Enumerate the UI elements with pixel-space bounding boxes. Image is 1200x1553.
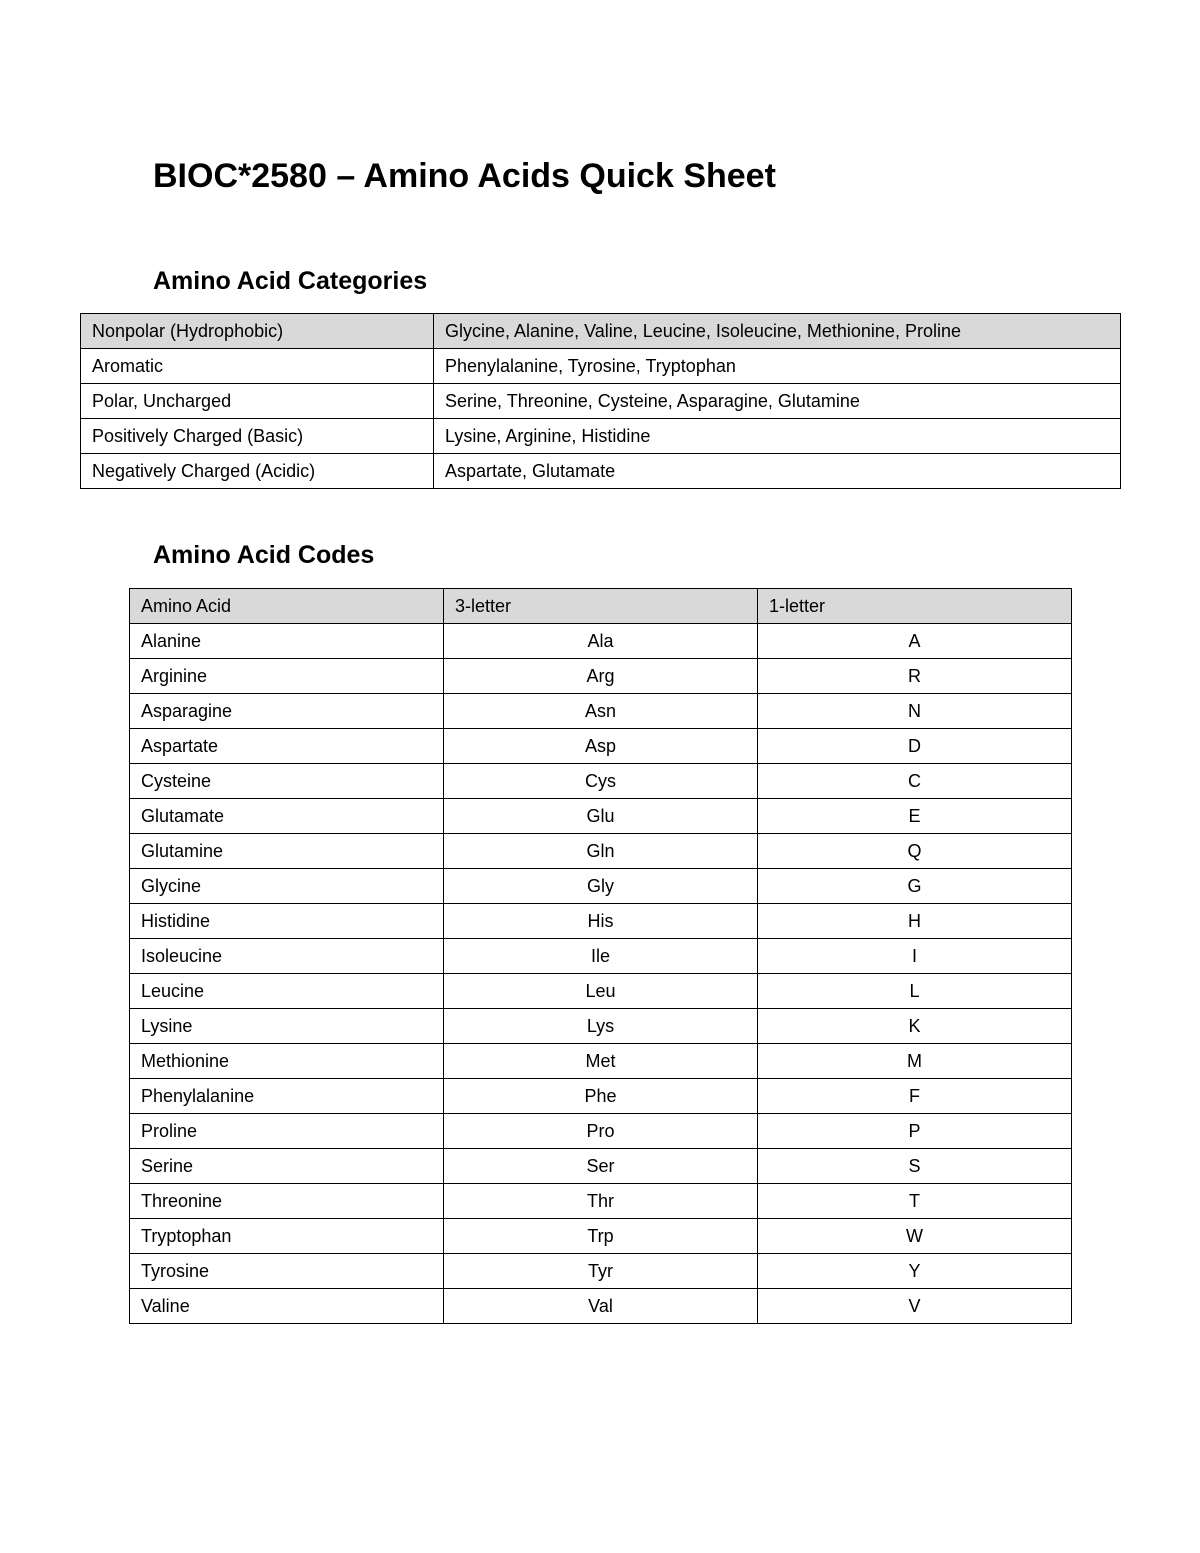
category-name-cell: Polar, Uncharged (81, 384, 434, 419)
category-name-cell: Negatively Charged (Acidic) (81, 454, 434, 489)
categories-row (81, 314, 1121, 349)
one-letter-code-cell: N (758, 694, 1072, 729)
codes-row (130, 1079, 1072, 1114)
category-members-cell: Lysine, Arginine, Histidine (434, 419, 1121, 454)
amino-acid-name-cell: Glycine (130, 869, 444, 904)
three-letter-code-cell: Met (444, 1044, 758, 1079)
category-name-cell: Positively Charged (Basic) (81, 419, 434, 454)
three-letter-code-cell: Cys (444, 764, 758, 799)
three-letter-code-cell: Gly (444, 869, 758, 904)
three-letter-code-cell: Leu (444, 974, 758, 1009)
amino-acid-name-cell: Arginine (130, 659, 444, 694)
codes-row (130, 1254, 1072, 1289)
three-letter-code-cell: Trp (444, 1219, 758, 1254)
codes-row (130, 694, 1072, 729)
codes-row (130, 659, 1072, 694)
one-letter-code-cell: W (758, 1219, 1072, 1254)
codes-row (130, 624, 1072, 659)
category-members-cell: Serine, Threonine, Cysteine, Asparagine, Glutamine (434, 384, 1121, 419)
categories-row (81, 454, 1121, 489)
one-letter-code-cell: V (758, 1289, 1072, 1324)
three-letter-code-cell: Gln (444, 834, 758, 869)
amino-acid-name-cell: Glutamate (130, 799, 444, 834)
three-letter-code-cell: Ala (444, 624, 758, 659)
one-letter-code-cell: F (758, 1079, 1072, 1114)
amino-acid-name-cell: Serine (130, 1149, 444, 1184)
three-letter-code-cell: Thr (444, 1184, 758, 1219)
amino-acid-name-cell: Isoleucine (130, 939, 444, 974)
codes-row (130, 1289, 1072, 1324)
amino-acid-name-cell: Proline (130, 1114, 444, 1149)
three-letter-code-cell: Ser (444, 1149, 758, 1184)
codes-header-row (130, 589, 1072, 624)
amino-acid-name-cell: Valine (130, 1289, 444, 1324)
categories-heading: Amino Acid Categories (153, 267, 428, 295)
categories-row (81, 384, 1121, 419)
amino-acid-name-cell: Tyrosine (130, 1254, 444, 1289)
one-letter-code-cell: P (758, 1114, 1072, 1149)
amino-acid-name-cell: Cysteine (130, 764, 444, 799)
one-letter-code-cell: K (758, 1009, 1072, 1044)
codes-row (130, 869, 1072, 904)
codes-row (130, 939, 1072, 974)
one-letter-code-cell: M (758, 1044, 1072, 1079)
one-letter-code-cell: L (758, 974, 1072, 1009)
one-letter-code-cell: Y (758, 1254, 1072, 1289)
three-letter-code-cell: Ile (444, 939, 758, 974)
category-name-cell: Aromatic (81, 349, 434, 384)
one-letter-code-cell: D (758, 729, 1072, 764)
amino-acid-name-cell: Aspartate (130, 729, 444, 764)
codes-row (130, 1184, 1072, 1219)
three-letter-code-cell: Pro (444, 1114, 758, 1149)
codes-heading: Amino Acid Codes (153, 541, 375, 569)
page-title: BIOC*2580 – Amino Acids Quick Sheet (153, 157, 776, 195)
category-members-cell: Glycine, Alanine, Valine, Leucine, Isoleucine, Methionine, Proline (434, 314, 1121, 349)
amino-acid-name-cell: Lysine (130, 1009, 444, 1044)
codes-row (130, 1219, 1072, 1254)
category-members-cell: Phenylalanine, Tyrosine, Tryptophan (434, 349, 1121, 384)
one-letter-code-cell: Q (758, 834, 1072, 869)
categories-row (81, 419, 1121, 454)
category-name-cell: Nonpolar (Hydrophobic) (81, 314, 434, 349)
codes-row (130, 904, 1072, 939)
codes-row (130, 729, 1072, 764)
one-letter-code-cell: C (758, 764, 1072, 799)
column-header-3-letter: 3-letter (444, 589, 758, 624)
three-letter-code-cell: Val (444, 1289, 758, 1324)
one-letter-code-cell: I (758, 939, 1072, 974)
amino-acid-name-cell: Alanine (130, 624, 444, 659)
three-letter-code-cell: Asp (444, 729, 758, 764)
column-header-amino-acid: Amino Acid (130, 589, 444, 624)
three-letter-code-cell: Phe (444, 1079, 758, 1114)
amino-acid-name-cell: Methionine (130, 1044, 444, 1079)
amino-acid-name-cell: Tryptophan (130, 1219, 444, 1254)
one-letter-code-cell: S (758, 1149, 1072, 1184)
three-letter-code-cell: Arg (444, 659, 758, 694)
codes-row (130, 1114, 1072, 1149)
amino-acid-name-cell: Asparagine (130, 694, 444, 729)
codes-row (130, 1009, 1072, 1044)
one-letter-code-cell: R (758, 659, 1072, 694)
three-letter-code-cell: Tyr (444, 1254, 758, 1289)
one-letter-code-cell: E (758, 799, 1072, 834)
codes-row (130, 1044, 1072, 1079)
amino-acid-name-cell: Leucine (130, 974, 444, 1009)
amino-acid-name-cell: Phenylalanine (130, 1079, 444, 1114)
categories-row (81, 349, 1121, 384)
codes-row (130, 834, 1072, 869)
three-letter-code-cell: His (444, 904, 758, 939)
three-letter-code-cell: Glu (444, 799, 758, 834)
categories-table (80, 313, 1121, 489)
three-letter-code-cell: Lys (444, 1009, 758, 1044)
category-members-cell: Aspartate, Glutamate (434, 454, 1121, 489)
codes-row (130, 764, 1072, 799)
three-letter-code-cell: Asn (444, 694, 758, 729)
amino-acid-name-cell: Histidine (130, 904, 444, 939)
column-header-1-letter: 1-letter (758, 589, 1072, 624)
one-letter-code-cell: T (758, 1184, 1072, 1219)
codes-row (130, 799, 1072, 834)
one-letter-code-cell: A (758, 624, 1072, 659)
codes-row (130, 974, 1072, 1009)
codes-row (130, 1149, 1072, 1184)
codes-table (129, 588, 1072, 1324)
amino-acid-name-cell: Threonine (130, 1184, 444, 1219)
one-letter-code-cell: G (758, 869, 1072, 904)
one-letter-code-cell: H (758, 904, 1072, 939)
amino-acid-name-cell: Glutamine (130, 834, 444, 869)
